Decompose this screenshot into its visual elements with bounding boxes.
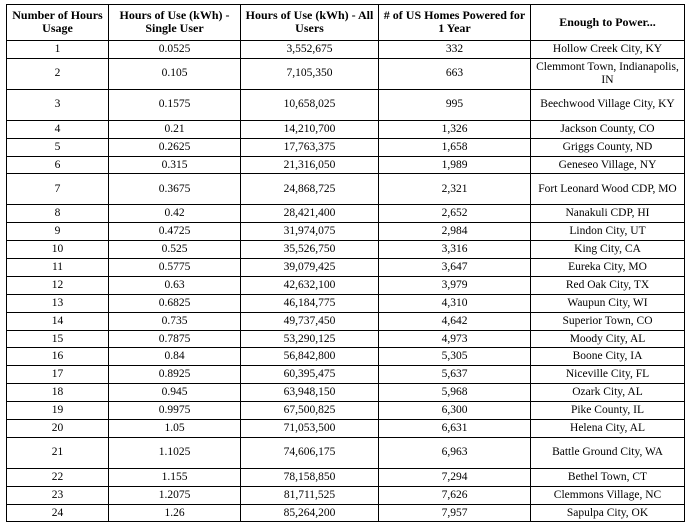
table-cell: 0.6825 bbox=[109, 294, 241, 312]
table-cell: 1,989 bbox=[379, 156, 531, 174]
table-cell: Red Oak City, TX bbox=[531, 276, 685, 294]
table-cell: 39,079,425 bbox=[241, 259, 379, 277]
table-cell: 7,294 bbox=[379, 468, 531, 486]
table-cell: Clemmont Town, Indianapolis, IN bbox=[531, 58, 685, 89]
table-cell: Sapulpa City, OK bbox=[531, 504, 685, 522]
table-cell: 67,500,825 bbox=[241, 402, 379, 420]
table-row bbox=[7, 504, 685, 522]
table-cell: 71,053,500 bbox=[241, 419, 379, 437]
table-cell: Waupun City, WI bbox=[531, 294, 685, 312]
table-cell: 24 bbox=[7, 504, 109, 522]
table-cell: 20 bbox=[7, 419, 109, 437]
table-cell: Battle Ground City, WA bbox=[531, 437, 685, 468]
table-cell: 81,711,525 bbox=[241, 486, 379, 504]
table-row bbox=[7, 348, 685, 366]
table-cell: 6,631 bbox=[379, 419, 531, 437]
table-cell: 0.2625 bbox=[109, 138, 241, 156]
table-row bbox=[7, 156, 685, 174]
table-row bbox=[7, 259, 685, 277]
table-cell: 4,973 bbox=[379, 330, 531, 348]
table-cell: 17,763,375 bbox=[241, 138, 379, 156]
table-cell: 0.84 bbox=[109, 348, 241, 366]
table-row bbox=[7, 366, 685, 384]
table-cell: 0.63 bbox=[109, 276, 241, 294]
table-cell: 4 bbox=[7, 120, 109, 138]
table-cell: Clemmons Village, NC bbox=[531, 486, 685, 504]
table-cell: 0.945 bbox=[109, 384, 241, 402]
table-cell: 31,974,075 bbox=[241, 223, 379, 241]
table-cell: Griggs County, ND bbox=[531, 138, 685, 156]
table-cell: 1.05 bbox=[109, 419, 241, 437]
table-cell: 1.2075 bbox=[109, 486, 241, 504]
table-cell: 15 bbox=[7, 330, 109, 348]
table-cell: 11 bbox=[7, 259, 109, 277]
table-cell: 3,316 bbox=[379, 241, 531, 259]
table-cell: 35,526,750 bbox=[241, 241, 379, 259]
table-cell: 3,979 bbox=[379, 276, 531, 294]
table-cell: Beechwood Village City, KY bbox=[531, 89, 685, 120]
table-cell: 0.1575 bbox=[109, 89, 241, 120]
table-cell: 0.525 bbox=[109, 241, 241, 259]
table-cell: 0.9975 bbox=[109, 402, 241, 420]
table-cell: Nanakuli CDP, HI bbox=[531, 205, 685, 223]
table-row bbox=[7, 312, 685, 330]
table-cell: 4,642 bbox=[379, 312, 531, 330]
table-cell: 16 bbox=[7, 348, 109, 366]
table-cell: 42,632,100 bbox=[241, 276, 379, 294]
table-cell: 7,626 bbox=[379, 486, 531, 504]
column-header-all-users: Hours of Use (kWh) - All Users bbox=[241, 5, 379, 41]
table-row bbox=[7, 241, 685, 259]
table-row bbox=[7, 419, 685, 437]
table-cell: Pike County, IL bbox=[531, 402, 685, 420]
table-cell: 63,948,150 bbox=[241, 384, 379, 402]
table-cell: 14,210,700 bbox=[241, 120, 379, 138]
table-cell: 21,316,050 bbox=[241, 156, 379, 174]
table-cell: 9 bbox=[7, 223, 109, 241]
column-header-enough-to-power: Enough to Power... bbox=[531, 5, 685, 41]
table-cell: 18 bbox=[7, 384, 109, 402]
table-cell: King City, CA bbox=[531, 241, 685, 259]
table-cell: Niceville City, FL bbox=[531, 366, 685, 384]
table-cell: 2,321 bbox=[379, 174, 531, 205]
table-cell: 0.0525 bbox=[109, 40, 241, 58]
table-cell: 2,652 bbox=[379, 205, 531, 223]
table-cell: 53,290,125 bbox=[241, 330, 379, 348]
column-header-hours-usage: Number of Hours Usage bbox=[7, 5, 109, 41]
table-cell: 0.735 bbox=[109, 312, 241, 330]
table-cell: 663 bbox=[379, 58, 531, 89]
table-cell: 7 bbox=[7, 174, 109, 205]
table-row bbox=[7, 89, 685, 120]
table-cell: 1,326 bbox=[379, 120, 531, 138]
table-row bbox=[7, 294, 685, 312]
table-cell: 2,984 bbox=[379, 223, 531, 241]
table-cell: Geneseo Village, NY bbox=[531, 156, 685, 174]
table-cell: 85,264,200 bbox=[241, 504, 379, 522]
table-cell: Ozark City, AL bbox=[531, 384, 685, 402]
table-cell: 78,158,850 bbox=[241, 468, 379, 486]
table-cell: 0.42 bbox=[109, 205, 241, 223]
table-cell: Jackson County, CO bbox=[531, 120, 685, 138]
table-cell: 46,184,775 bbox=[241, 294, 379, 312]
table-cell: 28,421,400 bbox=[241, 205, 379, 223]
table-cell: Superior Town, CO bbox=[531, 312, 685, 330]
table-cell: 0.5775 bbox=[109, 259, 241, 277]
table-cell: 0.8925 bbox=[109, 366, 241, 384]
table-cell: 3 bbox=[7, 89, 109, 120]
table-cell: 49,737,450 bbox=[241, 312, 379, 330]
table-cell: 995 bbox=[379, 89, 531, 120]
table-cell: 19 bbox=[7, 402, 109, 420]
table-cell: 0.4725 bbox=[109, 223, 241, 241]
table-cell: 7,105,350 bbox=[241, 58, 379, 89]
table-cell: 12 bbox=[7, 276, 109, 294]
table-cell: 22 bbox=[7, 468, 109, 486]
table-cell: 23 bbox=[7, 486, 109, 504]
table-cell: 74,606,175 bbox=[241, 437, 379, 468]
table-cell: 1.1025 bbox=[109, 437, 241, 468]
table-row bbox=[7, 58, 685, 89]
table-cell: 1,658 bbox=[379, 138, 531, 156]
table-row bbox=[7, 384, 685, 402]
table-cell: 24,868,725 bbox=[241, 174, 379, 205]
table-cell: 0.315 bbox=[109, 156, 241, 174]
table-row bbox=[7, 40, 685, 58]
table-cell: 0.3675 bbox=[109, 174, 241, 205]
table-cell: 10 bbox=[7, 241, 109, 259]
table-row bbox=[7, 330, 685, 348]
table-row bbox=[7, 468, 685, 486]
table-cell: 13 bbox=[7, 294, 109, 312]
table-cell: 2 bbox=[7, 58, 109, 89]
column-header-single-user: Hours of Use (kWh) - Single User bbox=[109, 5, 241, 41]
table-cell: 60,395,475 bbox=[241, 366, 379, 384]
table-row bbox=[7, 402, 685, 420]
table-cell: 0.105 bbox=[109, 58, 241, 89]
table-cell: 6,963 bbox=[379, 437, 531, 468]
table-cell: 1.26 bbox=[109, 504, 241, 522]
table-cell: 1 bbox=[7, 40, 109, 58]
table-cell: Fort Leonard Wood CDP, MO bbox=[531, 174, 685, 205]
table-row bbox=[7, 486, 685, 504]
table-header-row bbox=[7, 5, 685, 41]
table-cell: 14 bbox=[7, 312, 109, 330]
table-row bbox=[7, 437, 685, 468]
table-cell: Helena City, AL bbox=[531, 419, 685, 437]
table-cell: Bethel Town, CT bbox=[531, 468, 685, 486]
table-cell: 3,647 bbox=[379, 259, 531, 277]
table-cell: Boone City, IA bbox=[531, 348, 685, 366]
table-row bbox=[7, 223, 685, 241]
table-row bbox=[7, 205, 685, 223]
table-cell: Lindon City, UT bbox=[531, 223, 685, 241]
table-cell: 5,305 bbox=[379, 348, 531, 366]
table-cell: Moody City, AL bbox=[531, 330, 685, 348]
table-cell: 5 bbox=[7, 138, 109, 156]
table-cell: 56,842,800 bbox=[241, 348, 379, 366]
column-header-homes-powered: # of US Homes Powered for 1 Year bbox=[379, 5, 531, 41]
table-cell: 6 bbox=[7, 156, 109, 174]
table-row bbox=[7, 174, 685, 205]
table-cell: 5,637 bbox=[379, 366, 531, 384]
table-cell: 7,957 bbox=[379, 504, 531, 522]
table-cell: 8 bbox=[7, 205, 109, 223]
table-cell: 0.21 bbox=[109, 120, 241, 138]
table-cell: 1.155 bbox=[109, 468, 241, 486]
energy-usage-table bbox=[6, 4, 685, 522]
table-row bbox=[7, 276, 685, 294]
table-body bbox=[7, 40, 685, 522]
table-cell: 10,658,025 bbox=[241, 89, 379, 120]
table-cell: Eureka City, MO bbox=[531, 259, 685, 277]
table-cell: 0.7875 bbox=[109, 330, 241, 348]
table-cell: 5,968 bbox=[379, 384, 531, 402]
table-cell: 17 bbox=[7, 366, 109, 384]
table-cell: 3,552,675 bbox=[241, 40, 379, 58]
table-cell: 21 bbox=[7, 437, 109, 468]
table-cell: 332 bbox=[379, 40, 531, 58]
table-cell: 4,310 bbox=[379, 294, 531, 312]
table-row bbox=[7, 138, 685, 156]
table-cell: Hollow Creek City, KY bbox=[531, 40, 685, 58]
table-cell: 6,300 bbox=[379, 402, 531, 420]
table-row bbox=[7, 120, 685, 138]
